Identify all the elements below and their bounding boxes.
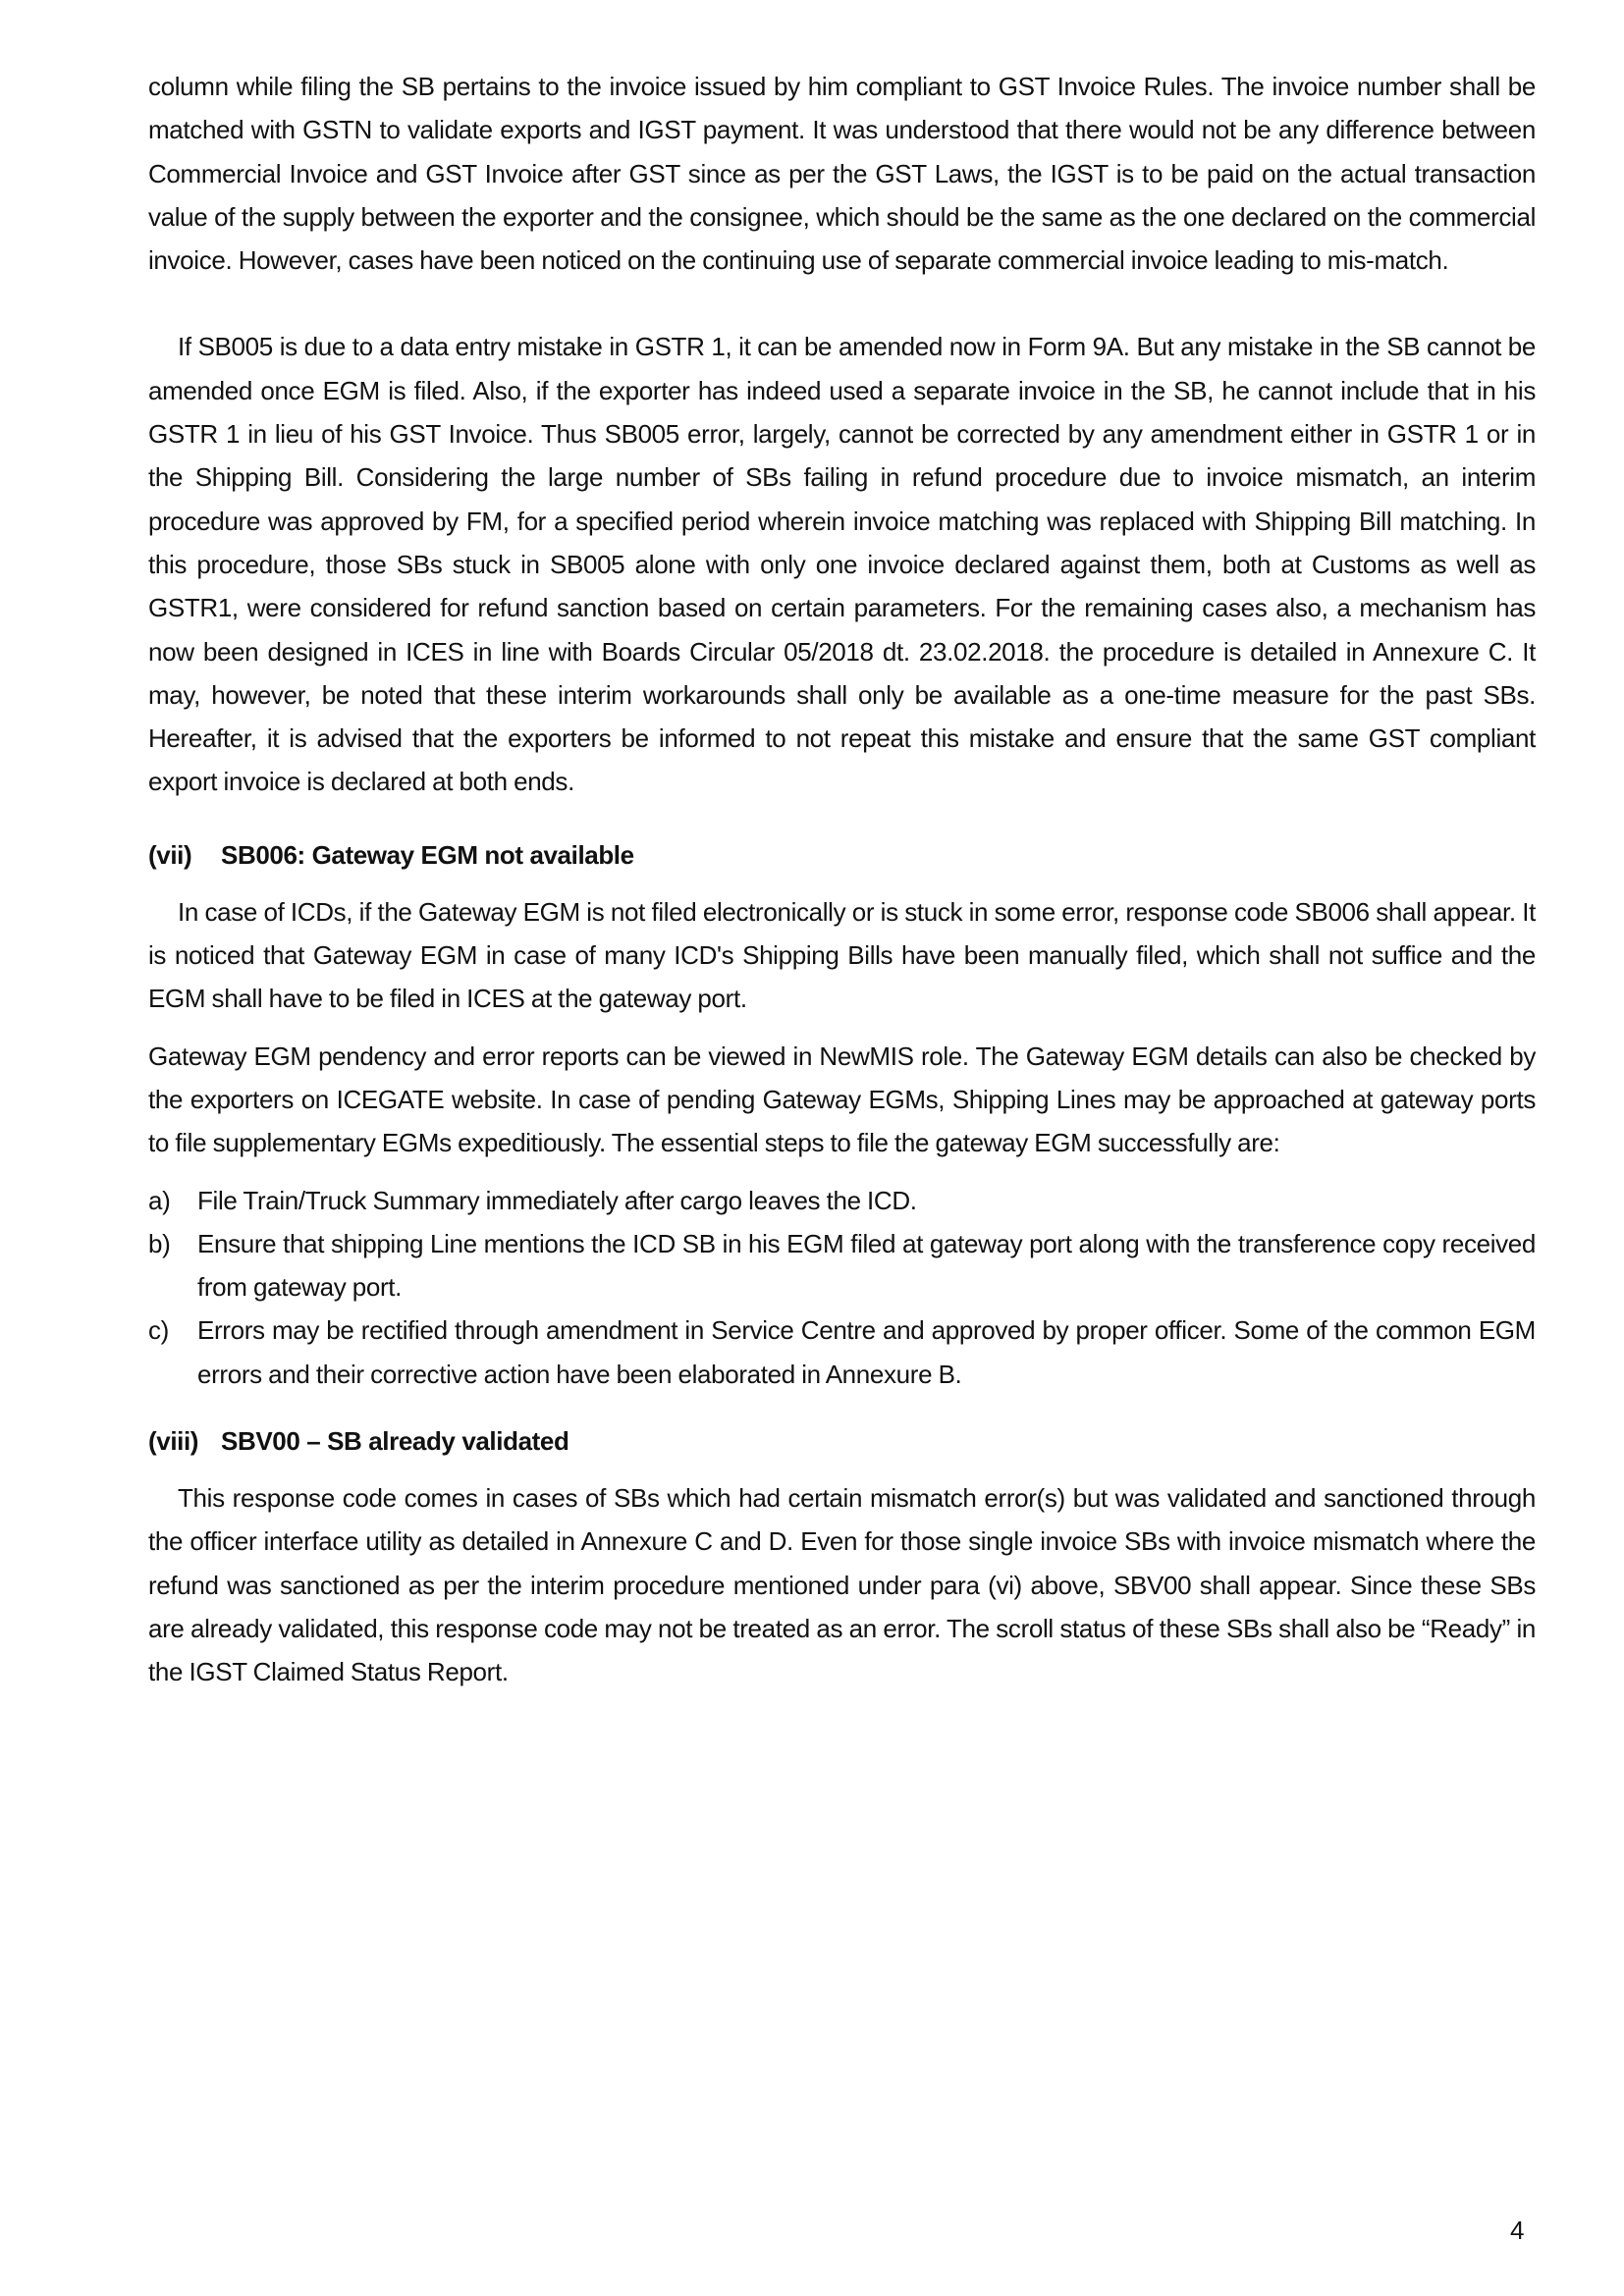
paragraph-invoice-rules: column while filing the SB pertains to the invoice issued by him compliant to GST Invoice Rules. The invoice number shall be matched with GSTN to validate exports and IGST payment. It was understood that there would not be any difference between Commercial Invoice and GST Invoice after GST since as per the GST Laws, the IGST is to be paid on the actual transaction value of the supply between the exporter and the consignee, which should be the same as the one declared on the commercial invoice. However, cases have been noticed on the continuing use of separate commercial invoice leading to mis-match. xyxy=(148,72,1536,276)
list-item-text: Errors may be rectified through amendment in Service Centre and approved by proper officer. Some of the common EGM errors and their corrective action have been elaborated in Annexure B. xyxy=(197,1315,1536,1389)
paragraph-sb006: In case of ICDs, if the Gateway EGM is not filed electronically or is stuck in some error, response code SB006 shall appear. It is noticed that Gateway EGM in case of many ICD's Shipping Bills have been manually filed, which shall not suffice and the EGM shall have to be filed in ICES at the gateway port. xyxy=(148,896,1536,1014)
section-number: (vii) xyxy=(148,839,192,870)
paragraph-sb005: If SB005 is due to a data entry mistake in GSTR 1, it can be amended now in Form 9A. But any mistake in the SB cannot be amended once EGM is filed. Also, if the exporter has indeed used a separate invoice in the SB, he cannot include that in his GSTR 1 in lieu of his GST Invoice. Thus SB005 error, largely, cannot be corrected by any amendment either in GSTR 1 or in the Shipping Bill. Considering the large number of SBs failing in refund procedure due to invoice mismatch, an interim procedure was approved by FM, for a specified period wherein invoice matching was replaced with Shipping Bill matching. In this procedure, those SBs stuck in SB005 alone with only one invoice declared against them, both at Customs as well as GSTR1, were considered for refund sanction based on certain parameters. For the remaining cases also, a mechanism has now been designed in ICES in line with Boards Circular 05/2018 dt. 23.02.2018. the procedure is detailed in Annexure C. It may, however, be noted that these interim workarounds shall only be available as a one-time measure for the past SBs. Hereafter, it is advised that the exporters be informed to not repeat this mistake and ensure that the same GST compliant export invoice is declared at both ends. xyxy=(148,332,1536,797)
section-title: SB006: Gateway EGM not available xyxy=(221,839,634,870)
list-item xyxy=(148,1308,1536,1396)
section-heading-vii xyxy=(148,833,1536,877)
list-item xyxy=(148,1222,1536,1309)
list-item xyxy=(148,1179,1536,1222)
paragraph-gateway-egm: Gateway EGM pendency and error reports can be viewed in NewMIS role. The Gateway EGM details can also be checked by the exporters on ICEGATE website. In case of pending Gateway EGMs, Shipping Lines may be approached at gateway ports to file supplementary EGMs expeditiously. The essential steps to file the gateway EGM successfully are: xyxy=(148,1041,1536,1158)
list-item-text: Ensure that shipping Line mentions the ICD SB in his EGM filed at gateway port along with the transference copy received from gateway port. xyxy=(197,1228,1536,1303)
list-marker: b) xyxy=(148,1228,171,1258)
section-heading-viii xyxy=(148,1419,1536,1463)
list-marker: a) xyxy=(148,1185,171,1215)
page-number: 4 xyxy=(1510,2216,1525,2245)
document-page xyxy=(148,65,1536,1694)
list-marker: c) xyxy=(148,1315,169,1346)
list-item-text: File Train/Truck Summary immediately after cargo leaves the ICD. xyxy=(197,1185,917,1215)
paragraph-sbv00: This response code comes in cases of SBs which had certain mismatch error(s) but was validated and sanctioned through the officer interface utility as detailed in Annexure C and D. Even for those single invoice SBs with invoice mismatch where the refund was sanctioned as per the interim procedure mentioned under para (vi) above, SBV00 shall appear. Since these SBs are already validated, this response code may not be treated as an error. The scroll status of these SBs shall also be “Ready” in the IGST Claimed Status Report. xyxy=(148,1483,1536,1687)
steps-list xyxy=(148,1179,1536,1396)
section-number: (viii) xyxy=(148,1426,199,1457)
section-title: SBV00 – SB already validated xyxy=(221,1426,569,1457)
